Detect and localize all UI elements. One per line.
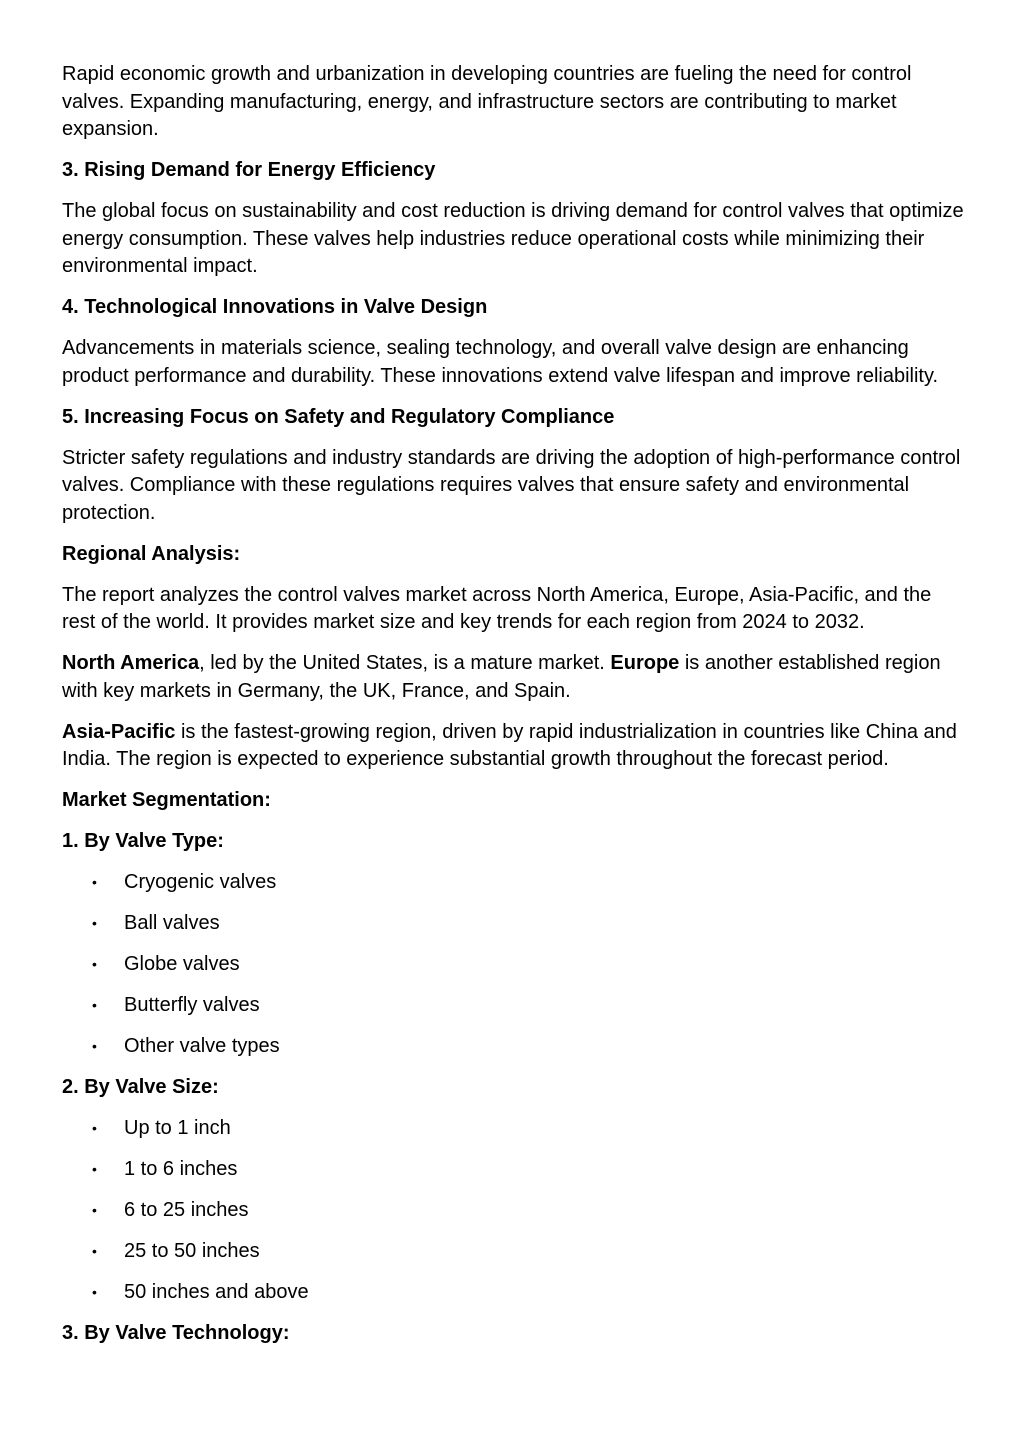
bullet-icon: • (92, 1120, 97, 1136)
list-item-label: 50 inches and above (124, 1281, 309, 1303)
list-item-label: Ball valves (124, 912, 220, 934)
north-america-europe-paragraph (62, 650, 967, 705)
list-item-label: Butterfly valves (124, 994, 260, 1016)
list-item (62, 1197, 967, 1225)
document-page (62, 61, 967, 1361)
list-item-label: 25 to 50 inches (124, 1240, 260, 1262)
bullet-icon: • (92, 1202, 97, 1218)
heading-by-valve-size: 2. By Valve Size: (62, 1076, 219, 1098)
asia-pacific-text: is the fastest-growing region, driven by rapid industrialization in countries like China and India. The region is expected to experience substantial growth throughout the forecast period. (62, 720, 957, 770)
energy-efficiency-paragraph: The global focus on sustainability and cost reduction is driving demand for control valves that optimize energy consumption. These valves help industries reduce operational costs while minimizing their environmental impact. (62, 200, 964, 277)
safety-paragraph: Stricter safety regulations and industry standards are driving the adoption of high-performance control valves. Compliance with these regulations requires valves that ensure safety and environmental protection. (62, 446, 961, 524)
list-item (62, 951, 967, 979)
list-item (62, 1238, 967, 1266)
heading-by-valve-technology: 3. By Valve Technology: (62, 1322, 290, 1344)
list-item (62, 910, 967, 938)
list-item (62, 1115, 967, 1143)
heading-market-segmentation: Market Segmentation: (62, 789, 271, 811)
heading-regional-analysis: Regional Analysis: (62, 542, 241, 565)
list-item-label: 1 to 6 inches (124, 1158, 238, 1180)
heading-technological-innovations: 4. Technological Innovations in Valve Design (62, 296, 488, 318)
bullet-icon: • (92, 915, 97, 931)
list-item (62, 992, 967, 1020)
heading-by-valve-type: 1. By Valve Type: (62, 830, 224, 852)
bullet-icon: • (92, 1284, 97, 1300)
europe-text: is another established region with key markets in Germany, the UK, France, and Spain. (62, 652, 941, 702)
asia-pacific-paragraph (62, 719, 967, 774)
asia-pacific-label: Asia-Pacific (62, 720, 176, 743)
list-item (62, 1156, 967, 1184)
bullet-icon: • (92, 1038, 97, 1054)
list-item-label: Up to 1 inch (124, 1117, 231, 1139)
bullet-icon: • (92, 874, 97, 890)
bullet-icon: • (92, 997, 97, 1013)
north-america-text: , led by the United States, is a mature market. (199, 652, 611, 674)
europe-label: Europe (610, 652, 680, 674)
bullet-icon: • (92, 1161, 97, 1177)
list-item (62, 1033, 967, 1061)
list-item-label: Cryogenic valves (124, 871, 277, 893)
intro-paragraph: Rapid economic growth and urbanization in developing countries are fueling the need for control valves. Expanding manufacturing, energy, and infrastructure sectors are contributing to market expansion. (62, 63, 912, 140)
list-item (62, 1279, 967, 1307)
regional-paragraph: The report analyzes the control valves market across North America, Europe, Asia-Pacific, and the rest of the world. It provides market size and key trends for each region from 2024 to 2032. (62, 583, 932, 633)
innovation-paragraph: Advancements in materials science, sealing technology, and overall valve design are enhancing product performance and durability. These innovations extend valve lifespan and improve reliability. (62, 337, 939, 387)
bullet-icon: • (92, 1243, 97, 1259)
north-america-label: North America (62, 652, 200, 674)
heading-safety-compliance: 5. Increasing Focus on Safety and Regulatory Compliance (62, 405, 615, 428)
list-item-label: Globe valves (124, 953, 240, 975)
valve-size-list (62, 1115, 967, 1307)
valve-type-list (62, 869, 967, 1061)
list-item-label: 6 to 25 inches (124, 1199, 249, 1221)
heading-energy-efficiency: 3. Rising Demand for Energy Efficiency (62, 159, 436, 181)
bullet-icon: • (92, 956, 97, 972)
list-item (62, 869, 967, 897)
list-item-label: Other valve types (124, 1035, 280, 1057)
